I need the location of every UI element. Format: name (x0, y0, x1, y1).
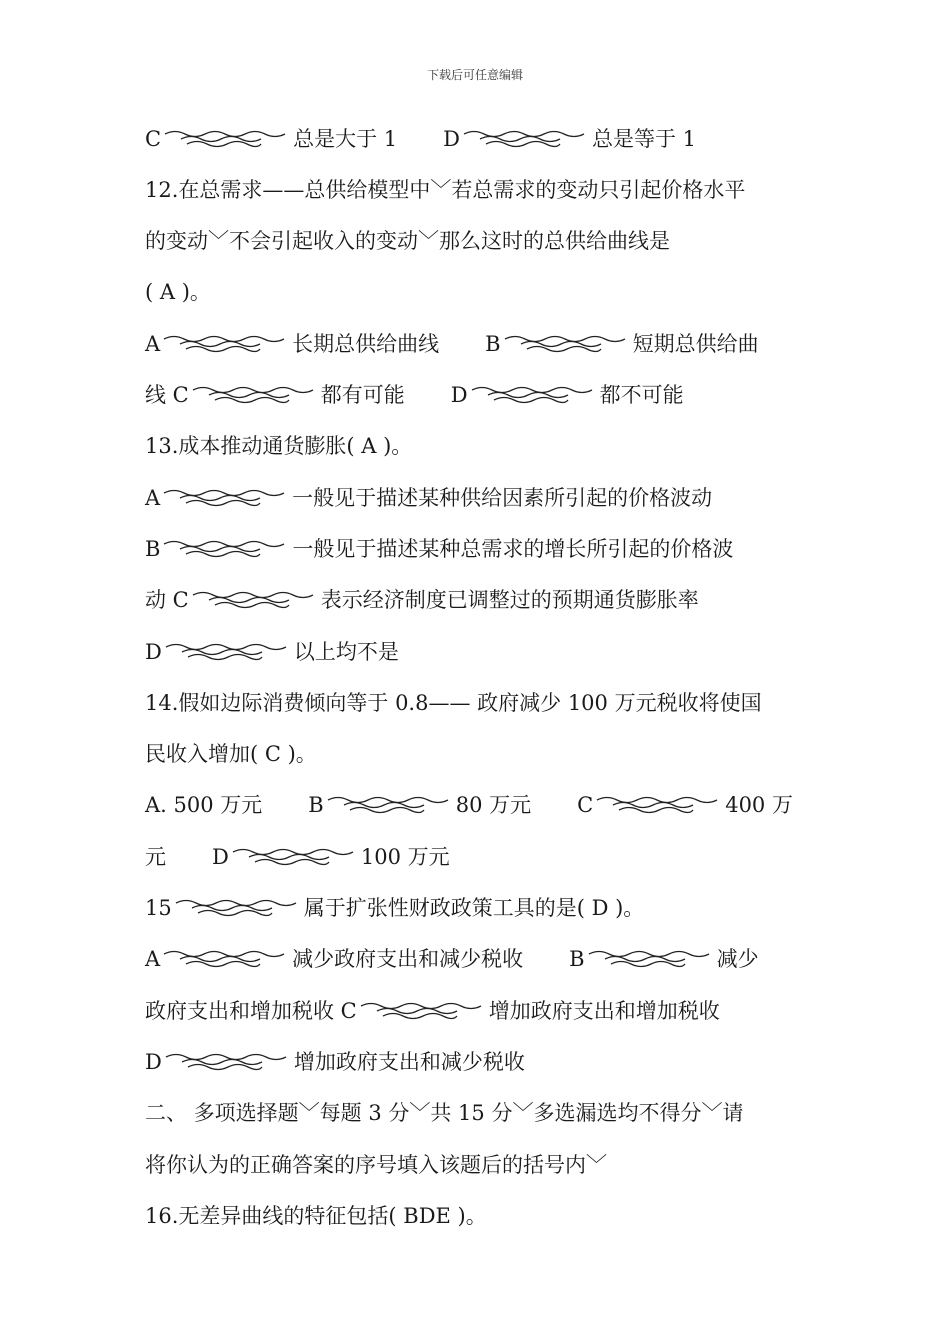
wave-mark-icon (587, 948, 715, 970)
line-text: 政府支出和增加税收 C (145, 998, 357, 1023)
line-text: C (145, 126, 162, 151)
line-text: C (577, 793, 594, 818)
text-line (145, 994, 720, 1024)
wave-mark-icon (359, 1000, 487, 1022)
text-line (145, 1199, 487, 1229)
line-text: D (450, 383, 468, 407)
text-line (145, 122, 696, 152)
line-text: A (145, 947, 161, 972)
line-text: 减少 (716, 947, 759, 972)
line-text: D (443, 126, 460, 151)
line-text: 动 C (145, 588, 189, 613)
line-text: B (569, 947, 585, 972)
line-text: 一般见于描述某种总需求的增长所引起的价格波 (292, 536, 734, 561)
text-line (145, 379, 684, 409)
wave-mark-icon (191, 384, 319, 406)
wave-mark-icon (191, 589, 319, 611)
line-text: 长期总供给曲线 (292, 331, 440, 356)
text-line (145, 892, 644, 922)
line-text: 增加政府支出和增加税收 (488, 998, 720, 1023)
wave-mark-icon (462, 128, 590, 150)
wave-mark-icon (174, 897, 302, 919)
line-text: D (145, 1049, 162, 1074)
text-line (145, 1045, 525, 1075)
text-line (145, 1097, 743, 1127)
text-line (145, 635, 399, 665)
line-text: 400 万 (725, 793, 793, 818)
text-line (145, 173, 745, 203)
page-header: 下载后可任意编辑 (426, 68, 523, 82)
wave-mark-icon (162, 487, 290, 509)
line-text: ( A )。 (145, 280, 211, 305)
line-text: 属于扩张性财政政策工具的是( D )。 (303, 896, 645, 920)
wave-mark-icon (503, 333, 631, 355)
text-line (145, 276, 211, 306)
line-text: 80 万元 (455, 793, 532, 818)
wave-mark-icon (164, 1051, 292, 1073)
wave-mark-icon (162, 333, 290, 355)
line-text: 将你认为的正确答案的序号填入该题后的括号内﹀ (145, 1152, 607, 1177)
line-text: 一般见于描述某种供给因素所引起的价格波动 (292, 485, 713, 510)
line-text: 都有可能 (320, 383, 405, 407)
line-text: 表示经济制度已调整过的预期通货膨胀率 (320, 588, 699, 613)
line-text: 短期总供给曲 (632, 331, 759, 356)
line-text: 总是大于 1 (293, 126, 398, 151)
wave-mark-icon (164, 641, 292, 663)
line-text: 总是等于 1 (591, 126, 697, 151)
text-line (145, 532, 733, 562)
text-line (145, 1148, 607, 1178)
line-text: A (145, 485, 161, 510)
text-line (145, 686, 762, 716)
text-line (145, 481, 712, 511)
line-text: 民收入增加( C )。 (145, 742, 317, 767)
line-text: B (145, 536, 161, 561)
line-text: 都不可能 (599, 383, 684, 407)
line-text: B (308, 793, 324, 818)
line-text: 15 (145, 896, 172, 920)
text-line (145, 584, 699, 614)
line-text: 线 C (145, 383, 189, 407)
wave-mark-icon (162, 948, 290, 970)
text-line (145, 738, 317, 768)
text-line (145, 225, 670, 255)
line-text: 的变动﹀不会引起收入的变动﹀那么这时的总供给曲线是 (145, 229, 670, 254)
text-line (145, 789, 793, 819)
line-text: B (485, 331, 501, 356)
wave-mark-icon (326, 794, 454, 816)
line-text: A (145, 331, 161, 356)
line-text: 元 (145, 844, 166, 869)
wave-mark-icon (470, 384, 598, 406)
wave-mark-icon (162, 538, 290, 560)
text-line (145, 430, 412, 460)
line-text: 以上均不是 (293, 639, 399, 664)
line-text: D (212, 844, 229, 869)
wave-mark-icon (231, 846, 359, 868)
line-text: 12.在总需求——总供给模型中﹀若总需求的变动只引起价格水平 (145, 177, 746, 202)
line-text: 16.无差异曲线的特征包括( BDE )。 (145, 1203, 487, 1228)
text-line (145, 327, 759, 357)
line-text: 增加政府支出和减少税收 (293, 1049, 525, 1074)
line-text: 二、 多项选择题﹀每题 3 分﹀共 15 分﹀多选漏选均不得分﹀请 (145, 1101, 744, 1126)
line-text: 13.成本推动通货膨胀( A )。 (145, 434, 413, 459)
line-text: 14.假如边际消费倾向等于 0.8—— 政府减少 100 万元税收将使国 (145, 690, 762, 715)
line-text: D (145, 639, 162, 664)
line-text: 减少政府支出和减少税收 (292, 947, 524, 972)
line-text: A. 500 万元 (145, 793, 263, 818)
text-line (145, 943, 759, 973)
wave-mark-icon (163, 128, 291, 150)
line-text: 100 万元 (360, 844, 450, 869)
wave-mark-icon (595, 794, 723, 816)
text-line (145, 840, 450, 870)
